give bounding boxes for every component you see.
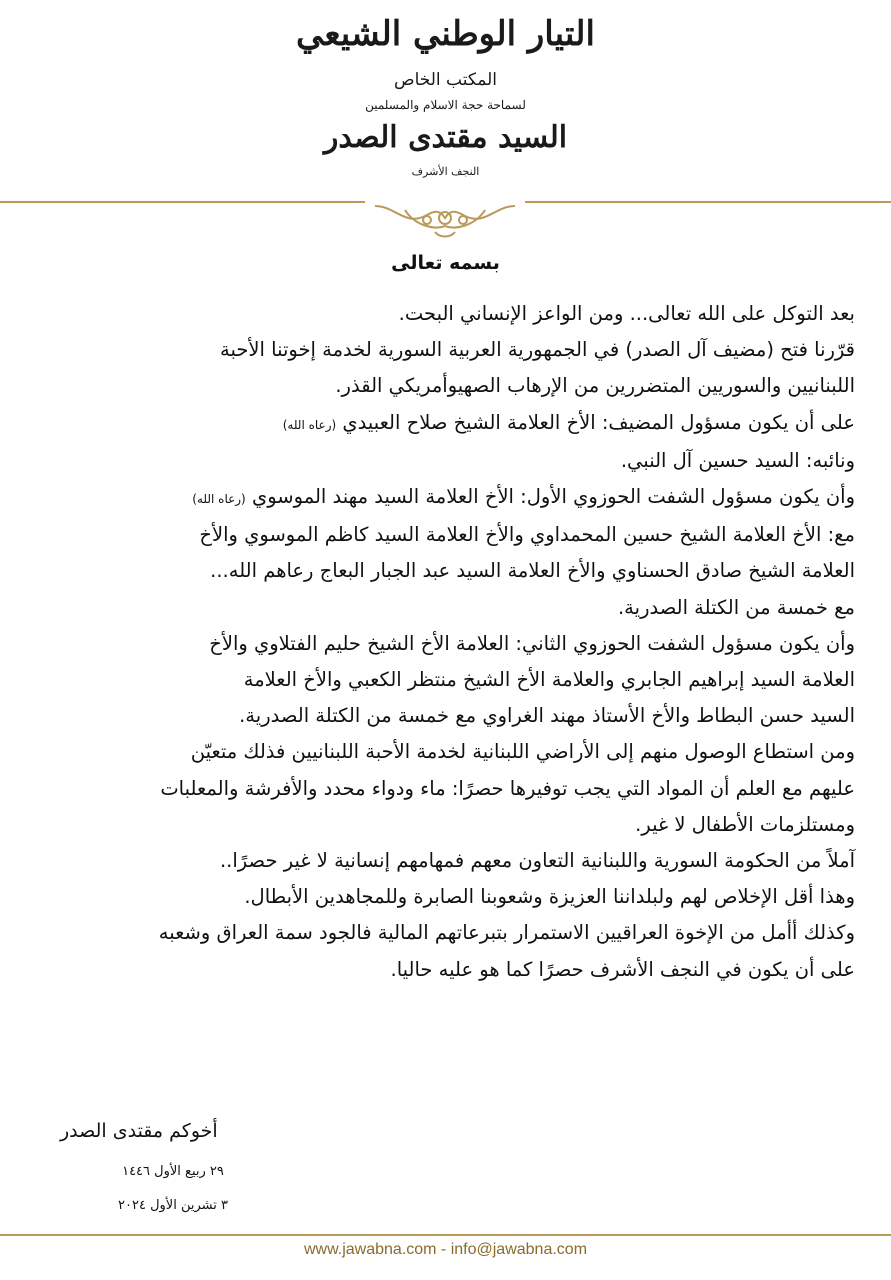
body-line (40, 807, 855, 843)
body-line (40, 405, 855, 443)
body-line-text: السيد حسن البطاط والأخ الأستاذ مهند الغراوي مع خمسة من الكتلة الصدرية. (239, 704, 855, 728)
body-line-text: على أن يكون في النجف الأشرف حصرًا كما هو عليه حاليا. (390, 957, 855, 981)
body-line (40, 626, 855, 662)
body-line-text: العلامة السيد إبراهيم الجابري والعلامة الأخ الشيخ منتظر الكعبي والأخ العلامة (243, 668, 855, 692)
footer-divider (0, 1234, 891, 1236)
signature: أخوكم مقتدى الصدر (60, 1120, 218, 1142)
body-line (40, 517, 855, 553)
body-line (40, 368, 855, 404)
body-line-text: وأن يكون مسؤول الشفت الحوزوي الثاني: العلامة الأخ الشيخ حليم الفتلاوي والأخ (209, 631, 855, 655)
letterhead (0, 0, 891, 200)
body-line (40, 296, 855, 332)
city-line: النجف الأشرف (411, 165, 480, 178)
body-line (40, 915, 855, 951)
body-line-text: ومستلزمات الأطفال لا غير. (635, 812, 855, 836)
body-line (40, 771, 855, 807)
ornament-icon (365, 196, 525, 240)
body-line-text: وكذلك أأمل من الإخوة العراقيين الاستمرار بتبرعاتهم المالية فالجود سمة العراق وشعبه (158, 921, 855, 945)
body-line-text: ومن استطاع الوصول منهم إلى الأراضي اللبنانية لخدمة الأحبة اللبنانيين فذلك متعيّن (190, 740, 855, 764)
body-line-text: مع: الأخ العلامة الشيخ حسين المحمداوي والأخ العلامة السيد كاظم الموسوي والأخ (199, 523, 855, 547)
body-line (40, 479, 855, 517)
body-line (40, 952, 855, 988)
sender-name: السيد مقتدى الصدر (323, 120, 568, 155)
body-line (40, 553, 855, 589)
body-line (40, 332, 855, 368)
body-line-text: اللبنانيين والسوريين المتضررين من الإرهاب الصهيوأمريكي القذر. (335, 374, 855, 398)
honorific-note: (رعاه الله) (192, 492, 246, 507)
body-line-text: العلامة الشيخ صادق الحسناوي والأخ العلامة السيد عبد الجبار البعاج رعاهم الله... (210, 559, 855, 583)
date-hijri: ٢٩ ربيع الأول ١٤٤٦ (122, 1164, 224, 1179)
body-line-text: مع خمسة من الكتلة الصدرية. (617, 595, 855, 619)
honorific-note: (رعاه الله) (282, 417, 337, 432)
body-line (40, 698, 855, 734)
date-gregorian: ٣ تشرين الأول ٢٠٢٤ (118, 1198, 228, 1213)
movement-title: التيار الوطني الشيعي (296, 14, 595, 54)
body-line (40, 443, 855, 479)
body-line-text: بعد التوكل على الله تعالى... ومن الواعز الإنساني البحت. (398, 302, 855, 325)
office-title: المكتب الخاص (394, 70, 497, 90)
body-line-text: قرّرنا فتح (مضيف آل الصدر) في الجمهورية العربية السورية لخدمة إخوتنا الأحبة (220, 338, 855, 362)
body-line (40, 662, 855, 698)
body-line-text: على أن يكون مسؤول المضيف: الأخ العلامة الشيخ صلاح العبيدي (336, 410, 855, 434)
honorific-line: لسماحة حجة الاسلام والمسلمين (365, 98, 526, 112)
body-line (40, 879, 855, 915)
body-line (40, 843, 855, 879)
body-line-text: وأن يكون مسؤول الشفت الحوزوي الأول: الأخ العلامة السيد مهند الموسوي (245, 485, 855, 509)
letter-body (40, 296, 855, 988)
body-line (40, 590, 855, 626)
footer-contact[interactable]: www.jawabna.com - info@jawabna.com (303, 1241, 588, 1258)
body-line-text: عليهم مع العلم أن المواد التي يجب توفيرها حصرًا: ماء ودواء محدد والأفرشة والمعلبات (160, 776, 855, 800)
body-line-text: آملاً من الحكومة السورية واللبنانية التعاون معهم فمهامهم إنسانية لا غير حصرًا.. (219, 849, 855, 873)
body-line (40, 734, 855, 770)
basmala-heading: بسمه تعالى (391, 252, 500, 274)
body-line-text: ونائبه: السيد حسين آل النبي. (620, 448, 855, 472)
body-line-text: وهذا أقل الإخلاص لهم ولبلداننا العزيزة وشعوبنا الصابرة وللمجاهدين الأبطال. (244, 885, 855, 909)
